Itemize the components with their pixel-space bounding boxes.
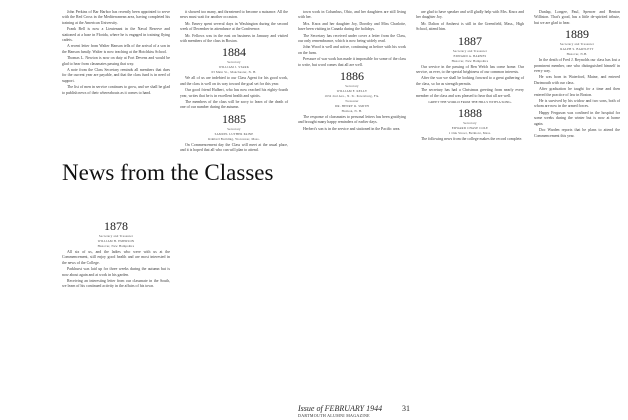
secretary-line: 1 Oak Street, Belmont, Mass.: [448, 131, 492, 136]
secretary-block: [298, 84, 406, 113]
secretary-block: [180, 127, 288, 141]
secretary-line: Secretary: [463, 121, 477, 126]
secretary-line: Secretary: [227, 60, 241, 65]
secretary-line: 1632 2nd Ave., N. St. Petersburg, Fla.: [324, 94, 380, 99]
column-1: [62, 10, 170, 97]
class-year-heading: 1884: [222, 45, 246, 60]
secretary-line: Treasurer: [345, 99, 359, 104]
paragraph: it showed too many, and threatened to become a nuisance. All the news must wait for another occasion.: [180, 10, 288, 20]
secretary-line: WILLIAM H. EMERSON: [97, 239, 135, 243]
paragraph: The list of men in service continues to grow, and we shall be glad to publish news of their whereabouts as it comes to hand.: [62, 85, 170, 95]
paragraph: He was born in Waterford, Maine, and entered Dartmouth with our class.: [534, 75, 620, 85]
paragraph: The Secretary has received under cover a letter from the Class, our only remembrance, which is now being widely read.: [298, 33, 406, 44]
paragraph: Parkhurst was laid up for three weeks during the autumn but is now about again and at work in his garden.: [62, 267, 170, 277]
secretary-block: [416, 49, 524, 63]
paragraph: A note from the Class Secretary reminds all members that dues for the current year are payable, and that the class fund is in need of support.: [62, 68, 170, 83]
secretary-line: Secretary and Treasurer: [452, 48, 488, 53]
secretary-line: WILLIAM J. STARK: [218, 65, 250, 70]
issue-label: Issue of FEBRUARY 1944: [298, 404, 383, 413]
paragraph: are glad to have speaker and will gladly help with Mrs. Knox and her daughter Joy.: [416, 10, 524, 20]
secretary-line: Hudson, N. H.: [341, 109, 363, 114]
paragraph: The following news from the college makes the record complete.: [421, 137, 523, 142]
secretary-line: DR. HENRY R. SMITH: [335, 104, 369, 109]
secretary-line: WILLIAM F. KELLY: [336, 89, 368, 94]
paragraph: In the death of Fred J. Reynolds our class has lost a prominent member, one who distinguished himself in every way.: [534, 58, 620, 74]
paragraph: After graduation he taught for a time and then entered the practice of law in Boston.: [534, 87, 620, 97]
paragraph: John Wood is well and active, continuing as before with his work on the farm.: [298, 45, 406, 55]
paragraph: Frank Bell is now a Lieutenant in the Naval Reserve and stationed at a base in Florida, where he is engaged in training flying cadets.: [62, 27, 170, 43]
paragraph: The secretary has had a Christmas greeting from nearly every member of the class and was pleased to hear that all are well.: [416, 88, 524, 98]
paragraph: The members of the class will be sorry to learn of the death of one of our number during the autumn.: [180, 100, 288, 110]
paragraph: He is survived by his widow and two sons, both of whom are now in the armed forces.: [534, 99, 620, 109]
paragraph: A recent letter from Walter Hanson tells of the arrival of a son in the Hanson family. Walter is now teaching at the Hotchkiss School.: [62, 44, 170, 54]
secretary-line: EDWARD A. BARNES: [453, 53, 487, 58]
paragraph: On Commencement day the Class will meet at the usual place, and it is hoped that all who can will plan to attend.: [180, 142, 288, 153]
paragraph: Receiving an interesting letter from our classmate in the South, we learn of his continued activity in the affairs of his town.: [62, 279, 170, 289]
class-year-heading: 1888: [458, 106, 482, 121]
class-year-heading: 1885: [222, 111, 246, 126]
column-2: [180, 10, 288, 155]
class-year-heading: 1886: [340, 69, 364, 84]
secretary-line: RALPH S. BARTLETT: [560, 47, 594, 52]
paragraph: Mr. Emery spent several days in Washington during the second week of December in attendance at the Conference.: [180, 21, 288, 32]
secretary-line: Hanover, N.H.: [566, 52, 588, 57]
paragraph: All six of us, and the ladies who were with us at the Commencement, still enjoy good health and are most interested in the news of the College.: [62, 250, 170, 265]
paragraph: The response of classmates to personal letters has been gratifying and brought many happy reminders of earlier days.: [298, 115, 406, 125]
secretary-line: Kimball Building, Worcester, Mass.: [208, 136, 260, 141]
paragraph: Pressure of war work has made it impossible for some of the class to write, but word comes that all are well.: [298, 57, 406, 67]
secretary-line: SAMUEL LUTHER PAINE: [214, 131, 254, 136]
paragraph: Mr. Fellows was in the east on business in January and visited with members of the class in Boston.: [180, 33, 288, 44]
page-number: 31: [402, 404, 410, 413]
column-5: [534, 10, 620, 140]
secretary-line: Secretary: [227, 126, 241, 131]
section-headline: News from the Classes: [62, 160, 274, 185]
paragraph: Mrs. Knox and her daughter Joy, Dorothy and Miss Charlotte, have been visiting in Canada during the holidays.: [298, 21, 406, 32]
secretary-line: Hanover, New Hampshire: [451, 58, 489, 63]
column-3: [298, 10, 406, 133]
secretary-line: Hanover, New Hampshire: [97, 244, 135, 248]
paragraph: Thomas L. Newton is now on duty at Fort Devens and would be glad to hear from classmates passing that way.: [62, 56, 170, 66]
column-4: [416, 10, 524, 144]
paragraph: Our good friend Hulbert, who has now reached his eighty-fourth year, writes that he is in excellent health and spirits.: [180, 88, 288, 98]
magazine-name: DARTMOUTH ALUMNI MAGAZINE: [298, 413, 370, 418]
secretary-line: 63 Main St., Manchester, N. H.: [211, 70, 257, 75]
paragraph: town work in Columbus, Ohio, and her daughters are still living with her.: [298, 10, 406, 20]
paragraph: After the war we shall be looking forward to a great gathering of the class, so far as strength permits.: [416, 76, 524, 86]
secretary-line: Secretary and Treasurer: [98, 234, 134, 238]
secretary-block: [534, 42, 620, 56]
paragraph: Happy Ferguson was confined in the hospital for some weeks during the winter but is now at home again.: [534, 110, 620, 126]
paragraph: We all of us are indebted to our Class Agent for his good work, and the class is well on its way toward the goal set for this year.: [180, 76, 288, 86]
paragraph: Dunlap, Longee, Paul, Spencer and Benton Williston. That's good, has a little de-spirited tribute, but we are glad to hear.: [534, 10, 620, 25]
paragraph: Mr. Dalton of Amherst is still in the Greenfield, Mass., High School, attend him.: [416, 21, 524, 32]
class-year-heading: 1878: [104, 219, 128, 233]
secretary-block: [416, 121, 524, 135]
secretary-block: [180, 60, 288, 74]
secretary-line: EDWARD CHASE COLE: [451, 126, 489, 131]
class-year-heading: 1887: [458, 33, 482, 48]
secretary-block: [62, 234, 170, 248]
paragraph: Our service in the passing of Ben Welch has come home. Our service, as ever, to the special brightness of our common interests.: [416, 64, 524, 75]
paragraph: John Perkins of Bar Harbor has recently been appointed to serve with the Red Cross in the Mediterranean area, having completed his training at the American University.: [62, 10, 170, 25]
secretary-line: Secretary and Treasurer: [559, 42, 595, 47]
paragraph: Doc Warden reports that he plans to attend the Commencement this year.: [534, 128, 620, 138]
column-1-lower: [62, 218, 170, 291]
paragraph: Herbert's son is in the service and stationed in the Pacific area.: [303, 126, 401, 131]
class-year-heading: 1889: [565, 27, 589, 42]
paragraph: GREET THE WORLD FROM THE HILLS WITH A SONG.: [428, 100, 512, 105]
secretary-line: Secretary: [345, 84, 359, 89]
